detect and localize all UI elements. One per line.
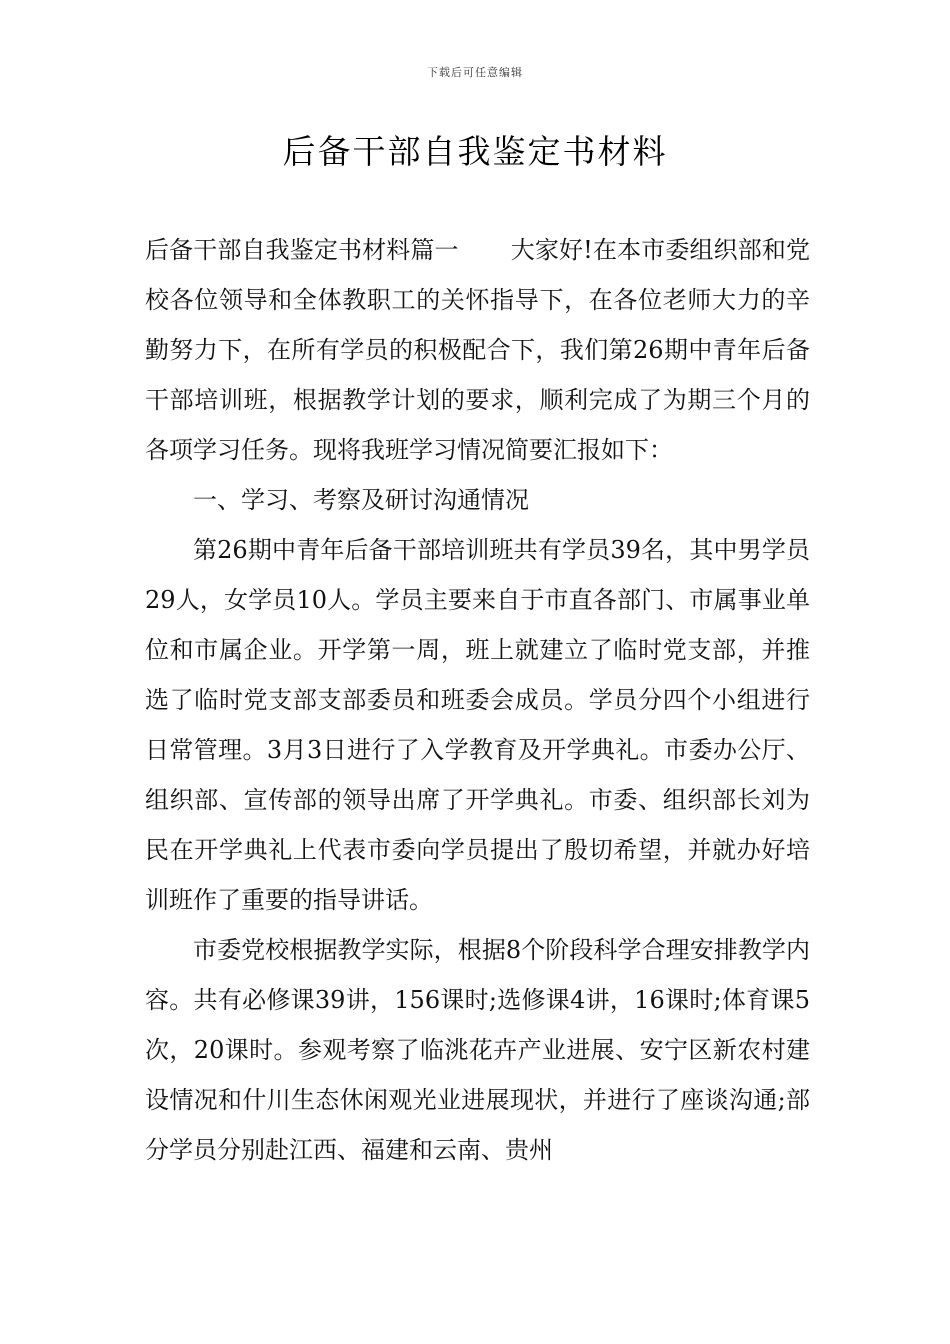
document-body <box>145 225 810 1175</box>
intro-label: 后备干部自我鉴定书材料篇一 <box>145 236 459 264</box>
section-heading: 一、学习、考察及研讨沟通情况 <box>193 486 529 514</box>
body-paragraph: 市委党校根据教学实际，根据8个阶段科学合理安排教学内容。共有必修课39讲，156课时;选修课4讲，16课时;体育课5次，20课时。参观考察了临洮花卉产业进展、安宁区新农村建设情况和什川生态休闲观光业进展现状，并进行了座谈沟通;部分学员分别赴江西、福建和云南、贵州 <box>145 936 810 1164</box>
header-note: 下载后可任意编辑 <box>427 66 523 79</box>
body-paragraph: 第26期中青年后备干部培训班共有学员39名，其中男学员29人，女学员10人。学员主要来自于市直各部门、市属事业单位和市属企业。开学第一周，班上就建立了临时党支部，并推选了临时党支部支部委员和班委会成员。学员分四个小组进行日常管理。3月3日进行了入学教育及开学典礼。市委办公厅、组织部、宣传部的领导出席了开学典礼。市委、组织部长刘为民在开学典礼上代表市委向学员提出了殷切希望，并就办好培训班作了重要的指导讲话。 <box>145 536 810 914</box>
intro-paragraph <box>145 225 810 475</box>
document-title: 后备干部自我鉴定书材料 <box>282 132 668 171</box>
intro-text: 大家好!在本市委组织部和党校各位领导和全体教职工的关怀指导下，在各位老师大力的辛勤努力下，在所有学员的积极配合下，我们第26期中青年后备干部培训班，根据教学计划的要求，顺利完成了为期三个月的各项学习任务。现将我班学习情况简要汇报如下： <box>145 236 810 464</box>
